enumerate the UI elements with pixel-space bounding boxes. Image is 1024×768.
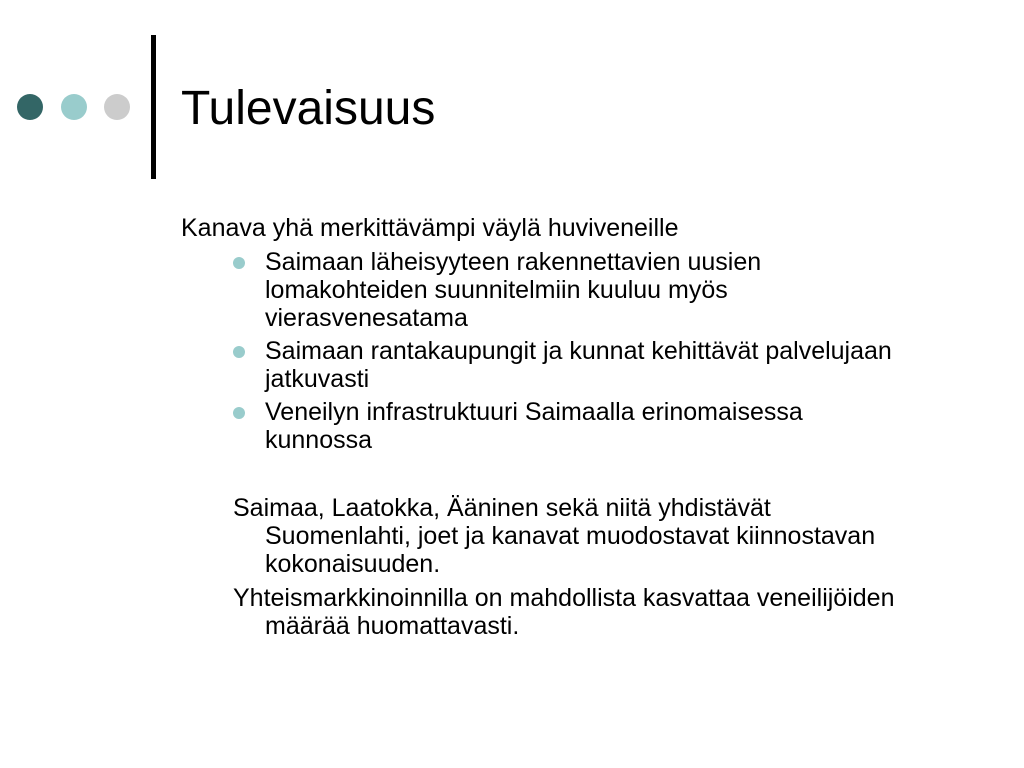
paragraph: Yhteismarkkinoinnilla on mahdollista kasvattaa veneilijöiden määrää huomattavasti. bbox=[233, 584, 895, 640]
lead-text: Kanava yhä merkittävämpi väylä huviveneille bbox=[181, 214, 679, 242]
paragraph-block bbox=[181, 494, 901, 640]
paragraph: Saimaa, Laatokka, Ääninen sekä niitä yhdistävät Suomenlahti, joet ja kanavat muodostavat kiinnostavan kokonaisuuden. bbox=[233, 494, 876, 578]
bullet-text: Veneilyn infrastruktuuri Saimaalla erinomaisessa kunnossa bbox=[265, 398, 803, 454]
slide-title: Tulevaisuus bbox=[181, 82, 436, 135]
bullet-text: Saimaan läheisyyteen rakennettavien uusien lomakohteiden suunnitelmiin kuuluu myös vierasvenesatama bbox=[265, 248, 762, 332]
title-divider-line bbox=[151, 35, 156, 179]
decorative-dot-mid bbox=[61, 94, 87, 120]
bullet-item bbox=[233, 398, 901, 454]
bullet-text: Saimaan rantakaupungit ja kunnat kehittävät palvelujaan jatkuvasti bbox=[265, 337, 892, 393]
decorative-dot-dark bbox=[17, 94, 43, 120]
bullet-list bbox=[181, 248, 901, 454]
bullet-item bbox=[233, 337, 901, 393]
bullet-item bbox=[233, 248, 901, 332]
bullet-dot-icon bbox=[233, 346, 245, 358]
decorative-dot-light bbox=[104, 94, 130, 120]
slide-body bbox=[181, 214, 901, 646]
bullet-dot-icon bbox=[233, 257, 245, 269]
bullet-dot-icon bbox=[233, 407, 245, 419]
